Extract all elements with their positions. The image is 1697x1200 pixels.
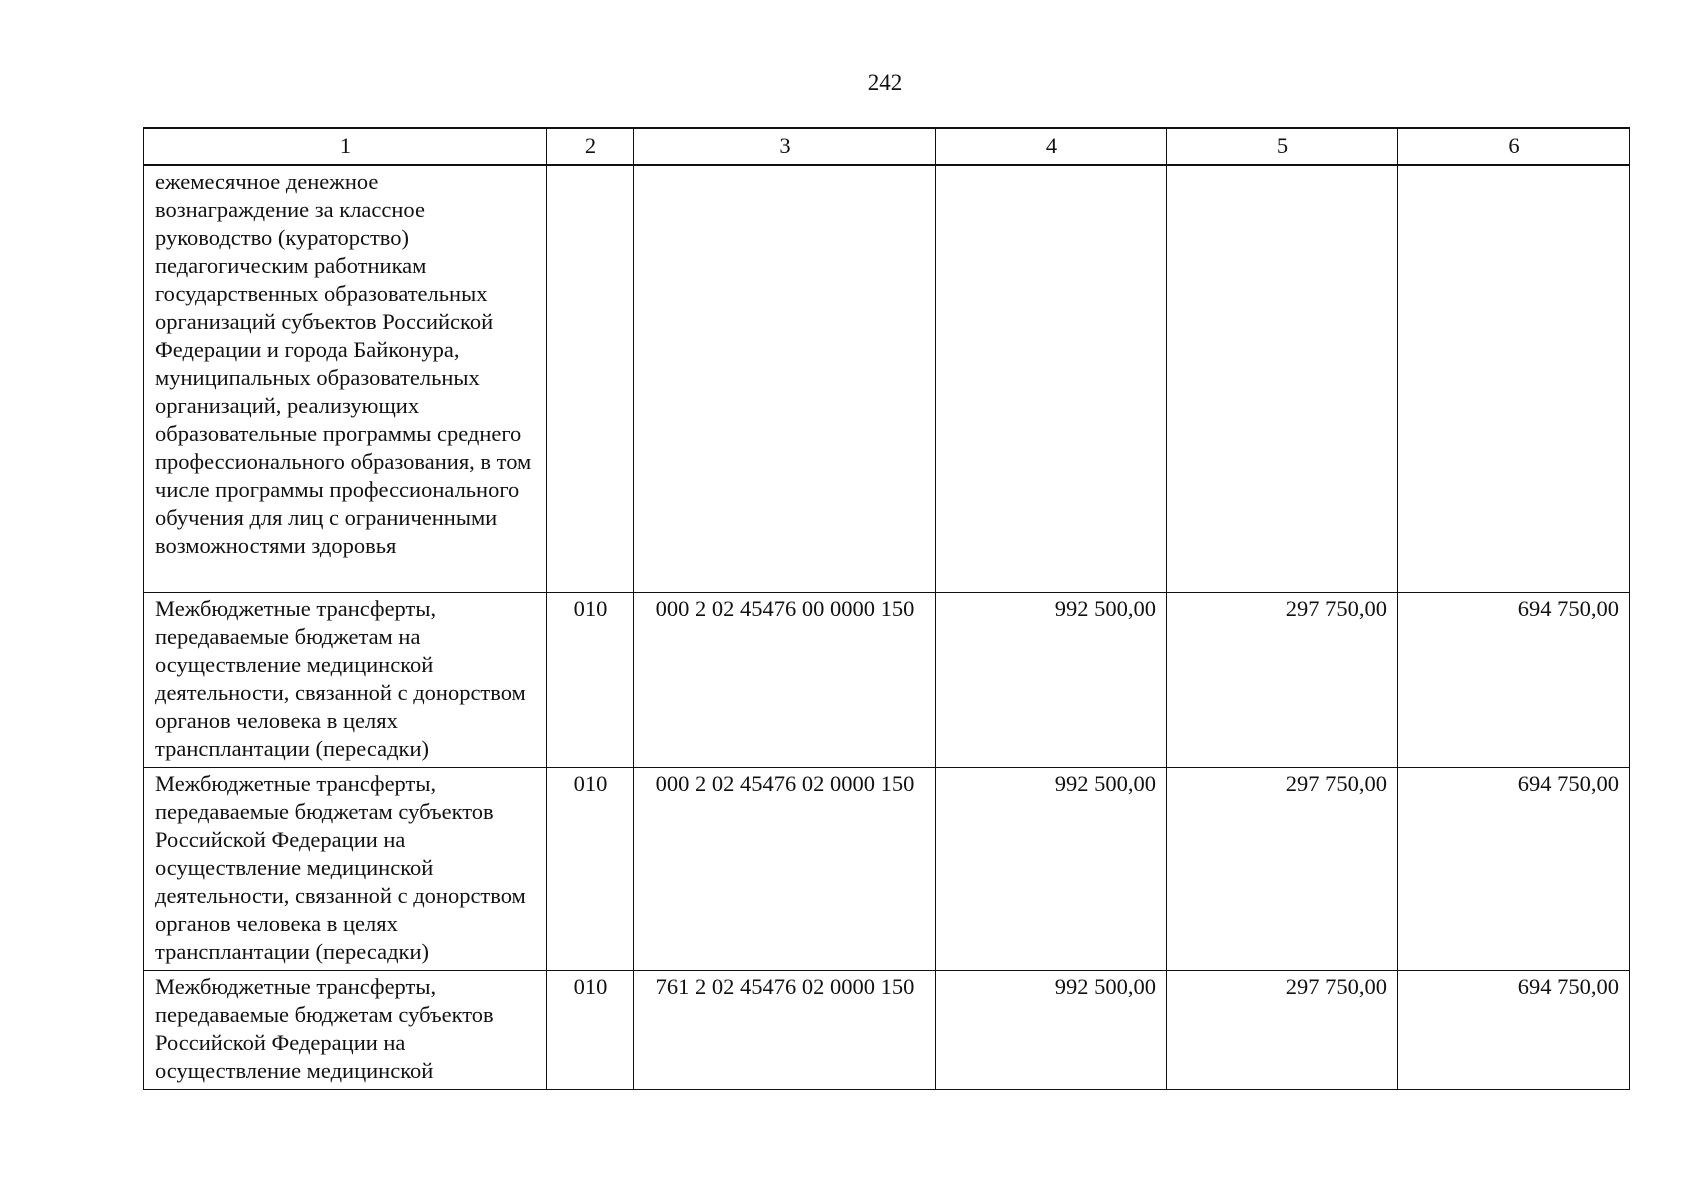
amount-col5-cell: 297 750,00: [1167, 768, 1398, 971]
table-body: [144, 165, 1630, 1090]
budget-table: [143, 127, 1630, 1090]
budget-classification-cell: 761 2 02 45476 02 0000 150: [634, 971, 936, 1090]
admin-code-cell: 010: [547, 593, 634, 768]
amount-col4-cell: [936, 165, 1167, 593]
admin-code-cell: 010: [547, 971, 634, 1090]
amount-col6-cell: 694 750,00: [1398, 971, 1630, 1090]
amount-col4-cell: 992 500,00: [936, 971, 1167, 1090]
header-row: [144, 128, 1630, 165]
column-header-3: 3: [634, 128, 936, 165]
amount-col5-cell: 297 750,00: [1167, 971, 1398, 1090]
budget-classification-cell: [634, 165, 936, 593]
column-header-1: 1: [144, 128, 547, 165]
amount-col5-cell: 297 750,00: [1167, 593, 1398, 768]
column-header-2: 2: [547, 128, 634, 165]
column-header-6: 6: [1398, 128, 1630, 165]
budget-classification-cell: 000 2 02 45476 00 0000 150: [634, 593, 936, 768]
indicator-name-cell: Межбюджетные трансферты, передаваемые бюджетам субъектов Российской Федерации на осуществление медицинской деятельности, связанной с донорством органов человека в целях трансплантации (пересадки): [144, 768, 547, 971]
table-row: [144, 971, 1630, 1090]
page-number: 242: [867, 70, 903, 95]
amount-col6-cell: [1398, 165, 1630, 593]
budget-classification-cell: 000 2 02 45476 02 0000 150: [634, 768, 936, 971]
amount-col6-cell: 694 750,00: [1398, 593, 1630, 768]
indicator-name-cell: Межбюджетные трансферты, передаваемые бюджетам на осуществление медицинской деятельности, связанной с донорством органов человека в целях трансплантации (пересадки): [144, 593, 547, 768]
amount-col4-cell: 992 500,00: [936, 593, 1167, 768]
amount-col5-cell: [1167, 165, 1398, 593]
indicator-name-cell: Межбюджетные трансферты, передаваемые бюджетам субъектов Российской Федерации на осуществление медицинской: [144, 971, 547, 1090]
table-row: [144, 768, 1630, 971]
table-row: [144, 165, 1630, 593]
column-header-5: 5: [1167, 128, 1398, 165]
table-header: [144, 128, 1630, 165]
column-header-4: 4: [936, 128, 1167, 165]
amount-col4-cell: 992 500,00: [936, 768, 1167, 971]
admin-code-cell: 010: [547, 768, 634, 971]
admin-code-cell: [547, 165, 634, 593]
amount-col6-cell: 694 750,00: [1398, 768, 1630, 971]
indicator-name-cell: ежемесячное денежное вознаграждение за классное руководство (кураторство) педагогическим работникам государственных образовательных организаций субъектов Российской Федерации и города Байконура, муниципальных образовательных организаций, реализующих образовательные программы среднего профессионального образования, в том числе программы профессионального обучения для лиц с ограниченными возможностями здоровья: [144, 165, 547, 593]
table-row: [144, 593, 1630, 768]
